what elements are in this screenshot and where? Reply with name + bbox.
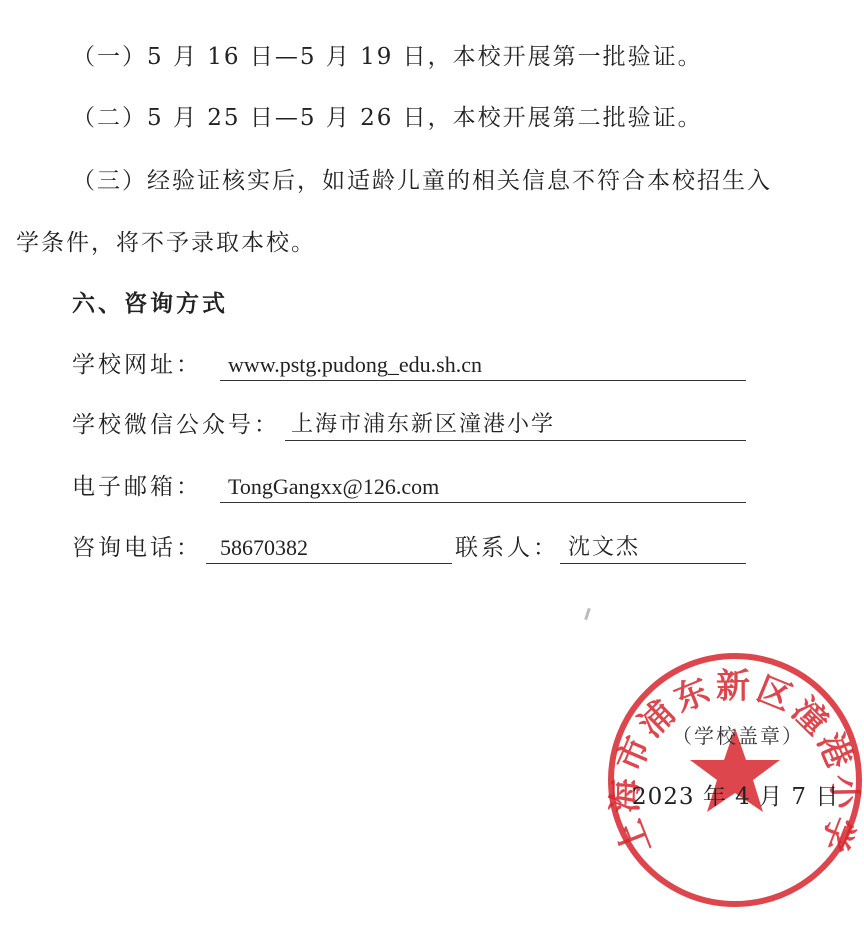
faint-mark bbox=[584, 608, 591, 620]
seal-note: （学校盖章） bbox=[672, 724, 804, 748]
contact-field bbox=[560, 533, 746, 564]
wechat-value: 上海市浦东新区潼港小学 bbox=[291, 412, 556, 437]
contact-label: 联系人： bbox=[455, 535, 559, 561]
verification-item-3: （三）经验证核实后，如适龄儿童的相关信息不符合本校招生入 bbox=[72, 168, 772, 194]
phone-value: 58670382 bbox=[220, 535, 308, 560]
wechat-label: 学校微信公众号： bbox=[72, 412, 280, 438]
verification-item-3-continued: 学条件，将不予录取本校。 bbox=[16, 230, 316, 256]
email-label: 电子邮箱： bbox=[72, 474, 202, 500]
verification-item-2: （二）5 月 25 日—5 月 26 日，本校开展第二批验证。 bbox=[72, 105, 703, 131]
email-value: TongGangxx@126.com bbox=[228, 474, 440, 499]
consult-heading: 六、咨询方式 bbox=[72, 291, 228, 317]
email-field bbox=[220, 472, 746, 503]
website-label: 学校网址： bbox=[72, 352, 202, 378]
phone-label: 咨询电话： bbox=[72, 535, 202, 561]
seal-text: 上海市浦东新区潼港小学 bbox=[605, 666, 864, 861]
phone-field bbox=[206, 533, 452, 564]
contact-value: 沈文杰 bbox=[568, 535, 641, 560]
website-field bbox=[220, 350, 746, 381]
document-date: 2023 年 4 月 7 日 bbox=[632, 784, 840, 810]
wechat-field bbox=[285, 410, 746, 441]
verification-item-1: （一）5 月 16 日—5 月 19 日，本校开展第一批验证。 bbox=[72, 44, 703, 70]
website-value: www.pstg.pudong_edu.sh.cn bbox=[228, 352, 482, 377]
